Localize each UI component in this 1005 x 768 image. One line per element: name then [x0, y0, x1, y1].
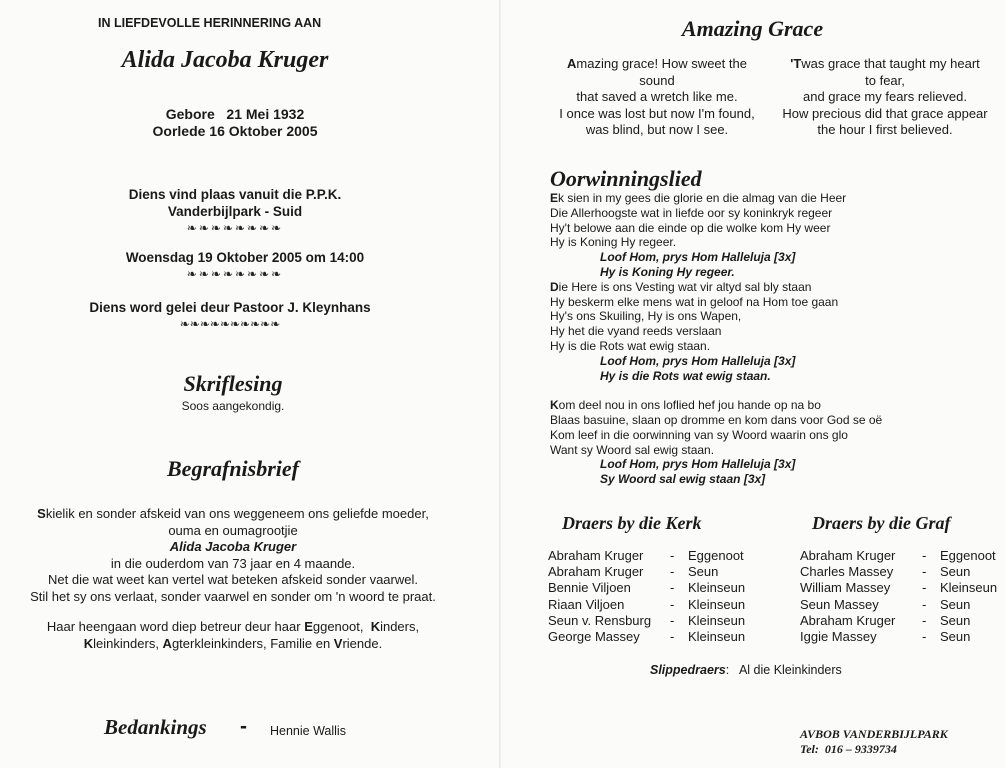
bearer-dash: - — [670, 612, 675, 628]
letter-line: Net die wat weet kan vertel wat beteken afskeid sonder vaarwel. — [48, 572, 418, 587]
song-refrain-line: Sy Woord sal ewig staan [3x] — [600, 472, 766, 487]
bearer-role: Seun — [940, 612, 971, 628]
letter-line: ouma en oumagrootjie — [168, 522, 298, 538]
died-date: Oorlede 16 Oktober 2005 — [152, 123, 318, 139]
bearer-role: Seun — [940, 564, 971, 580]
dates-block — [0, 106, 470, 140]
bearer-role: Seun — [688, 564, 719, 580]
hymn-verse-1: Amazing grace! How sweet the sound that saved a wretch like me. I once was lost but now I'm found, was blind, but now I see. — [559, 56, 755, 137]
letter-line: Stil het sy ons verlaat, sonder vaarwel en sonder om 'n woord te praat. — [30, 588, 436, 604]
ornament-divider: ❧❧❧❧❧❧❧❧❧❧ — [179, 317, 281, 331]
mourners-line: Haar heengaan word diep betreur deur haar Eggenoot, Kinders, — [46, 619, 420, 634]
song-line: Hy is Koning Hy regeer. — [550, 235, 677, 250]
bearer-dash: - — [922, 580, 927, 596]
letter-title: Begrafnisbrief — [167, 456, 299, 481]
bearer-row — [800, 629, 997, 645]
right-page — [500, 0, 1005, 768]
officiant: Diens word gelei deur Pastoor J. Kleynhans — [89, 300, 371, 315]
bearer-name: Seun v. Rensburg — [548, 612, 652, 628]
thanks-name: Hennie Wallis — [270, 724, 346, 738]
service-place — [0, 186, 470, 220]
funeral-letter — [0, 506, 466, 605]
bearer-row — [800, 597, 997, 613]
bearer-role: Seun — [940, 629, 971, 645]
song-line: Die Allerhoogste wat in liefde oor sy koninkryk regeer — [550, 205, 833, 220]
song-lyrics — [550, 191, 990, 487]
song-line: Ek sien in my gees die glorie en die almag van die Heer — [550, 191, 847, 205]
bearer-name: Abraham Kruger — [548, 564, 644, 580]
mourners-line: Kleinkinders, Agterkleinkinders, Familie en Vriende. — [83, 635, 383, 651]
song-line: Die Here is ons Vesting wat vir altyd sal bly staan — [550, 279, 812, 294]
bearer-dash: - — [670, 580, 675, 596]
thanks-title: Bedankings — [104, 715, 207, 739]
bearer-role: Seun — [940, 596, 971, 612]
undertaker-name: AVBOB VANDERBIJLPARK — [800, 727, 948, 741]
mourners-text — [0, 619, 466, 652]
service-place-line2: Vanderbijlpark - Suid — [167, 204, 303, 219]
song-refrain-line: Loof Hom, prys Hom Halleluja [3x] — [600, 353, 796, 368]
song-line: Hy is die Rots wat ewig staan. — [550, 338, 711, 353]
reading-title: Skriflesing — [183, 371, 283, 396]
memory-heading: IN LIEFDEVOLLE HERINNERING AAN — [98, 16, 322, 30]
bearer-row — [548, 629, 745, 645]
undertaker-phone: Tel: 016 – 9339734 — [800, 742, 897, 756]
song-refrain-line: Hy is Koning Hy regeer. — [600, 264, 735, 279]
bearer-dash: - — [922, 548, 927, 563]
bearer-dash: - — [670, 596, 675, 612]
reading-text: Soos aangekondig. — [181, 399, 285, 413]
song-line: Want sy Woord sal ewig staan. — [550, 442, 715, 457]
left-page — [0, 0, 500, 768]
song-line: Hy beskerm elke mens wat in geloof na Hom toe gaan — [550, 294, 839, 309]
stanza-gap — [550, 383, 990, 398]
bearer-dash: - — [922, 564, 927, 580]
song-refrain-line: Loof Hom, prys Hom Halleluja [3x] — [600, 457, 796, 472]
bearer-dash: - — [670, 548, 675, 563]
song-line: Hy't belowe aan die einde op die wolke kom Hy weer — [550, 220, 831, 235]
deceased-name: Alida Jacoba Kruger — [121, 47, 329, 73]
bearer-dash: - — [670, 564, 675, 580]
hymn-amazing-grace-title: Amazing Grace — [681, 16, 824, 41]
bearer-row — [800, 564, 997, 580]
bearer-row — [548, 564, 745, 580]
bearer-row — [548, 613, 745, 629]
song-refrain-line: Loof Hom, prys Hom Halleluja [3x] — [600, 250, 796, 265]
bearer-role: Kleinseun — [688, 580, 746, 596]
bearer-row — [548, 548, 745, 564]
bearers-grave-title: Draers by die Graf — [812, 513, 951, 533]
bearer-row — [548, 580, 745, 596]
song-line: Kom deel nou in ons loflied hef jou hande op na bo — [550, 398, 821, 413]
bearer-dash: - — [922, 612, 927, 628]
ornament-divider: ❧❧❧❧❧❧❧❧ — [186, 267, 284, 281]
song-line: Hy's ons Skuiling, Hy is ons Wapen, — [550, 309, 742, 324]
song-refrain-line: Hy is die Rots wat ewig staan. — [600, 368, 771, 383]
bearer-role: Kleinseun — [688, 596, 746, 612]
bearer-name: William Massey — [800, 580, 891, 596]
born-date: Gebore 21 Mei 1932 — [165, 106, 305, 122]
bearer-role: Kleinseun — [940, 580, 998, 596]
bearer-role: Eggenoot — [940, 548, 996, 563]
service-place-line1: Diens vind plaas vanuit die P.P.K. — [128, 187, 342, 202]
letter-line: in die ouderdom van 73 jaar en 4 maande. — [110, 555, 356, 571]
service-datetime: Woensdag 19 Oktober 2005 om 14:00 — [125, 250, 365, 265]
bearer-role: Eggenoot — [688, 548, 744, 563]
bearer-name: George Massey — [548, 629, 640, 645]
bearer-row — [800, 613, 997, 629]
thanks-dash: - — [240, 715, 247, 738]
bearer-name: Charles Massey — [800, 564, 894, 580]
undertaker-info — [800, 727, 948, 757]
bearer-name: Riaan Viljoen — [548, 596, 625, 612]
song-line: Kom leef in die oorwinning van sy Woord waarin ons glo — [550, 427, 848, 442]
letter-line: Skielik en sonder afskeid van ons weggeneem ons geliefde moeder, — [37, 506, 429, 521]
bearer-role: Kleinseun — [688, 629, 746, 645]
bearer-name: Iggie Massey — [800, 629, 877, 645]
bearer-name: Seun Massey — [800, 596, 879, 612]
bearer-name: Abraham Kruger — [800, 612, 896, 628]
letter-name: Alida Jacoba Kruger — [169, 539, 297, 554]
bearers-grave-list — [800, 548, 997, 645]
bearer-row — [548, 597, 745, 613]
bearer-name: Abraham Kruger — [800, 548, 896, 563]
bearer-dash: - — [670, 629, 675, 645]
bearer-role: Kleinseun — [688, 612, 746, 628]
bearers-church-title: Draers by die Kerk — [562, 513, 702, 533]
bearers-church-list — [548, 548, 745, 645]
song-line: Hy het die vyand reeds verslaan — [550, 324, 722, 339]
bearer-row — [800, 548, 997, 564]
song-line: Blaas basuine, slaan op dromme en kom dans voor God se oë — [550, 412, 883, 427]
bearer-name: Abraham Kruger — [548, 548, 644, 563]
bearer-row — [800, 580, 997, 596]
pallbearers: Slippedraers: Al die Kleinkinders — [650, 663, 842, 677]
ornament-divider: ❧❧❧❧❧❧❧❧ — [186, 221, 284, 235]
bearer-dash: - — [922, 596, 927, 612]
bearer-dash: - — [922, 629, 927, 645]
hymn-verse-2: 'Twas grace that taught my heart to fear, and grace my fears relieved. How precious did that grace appear the hour I first believed. — [782, 56, 988, 137]
hymn-oorwinningslied-title: Oorwinningslied — [550, 166, 702, 191]
bearer-name: Bennie Viljoen — [548, 580, 631, 596]
